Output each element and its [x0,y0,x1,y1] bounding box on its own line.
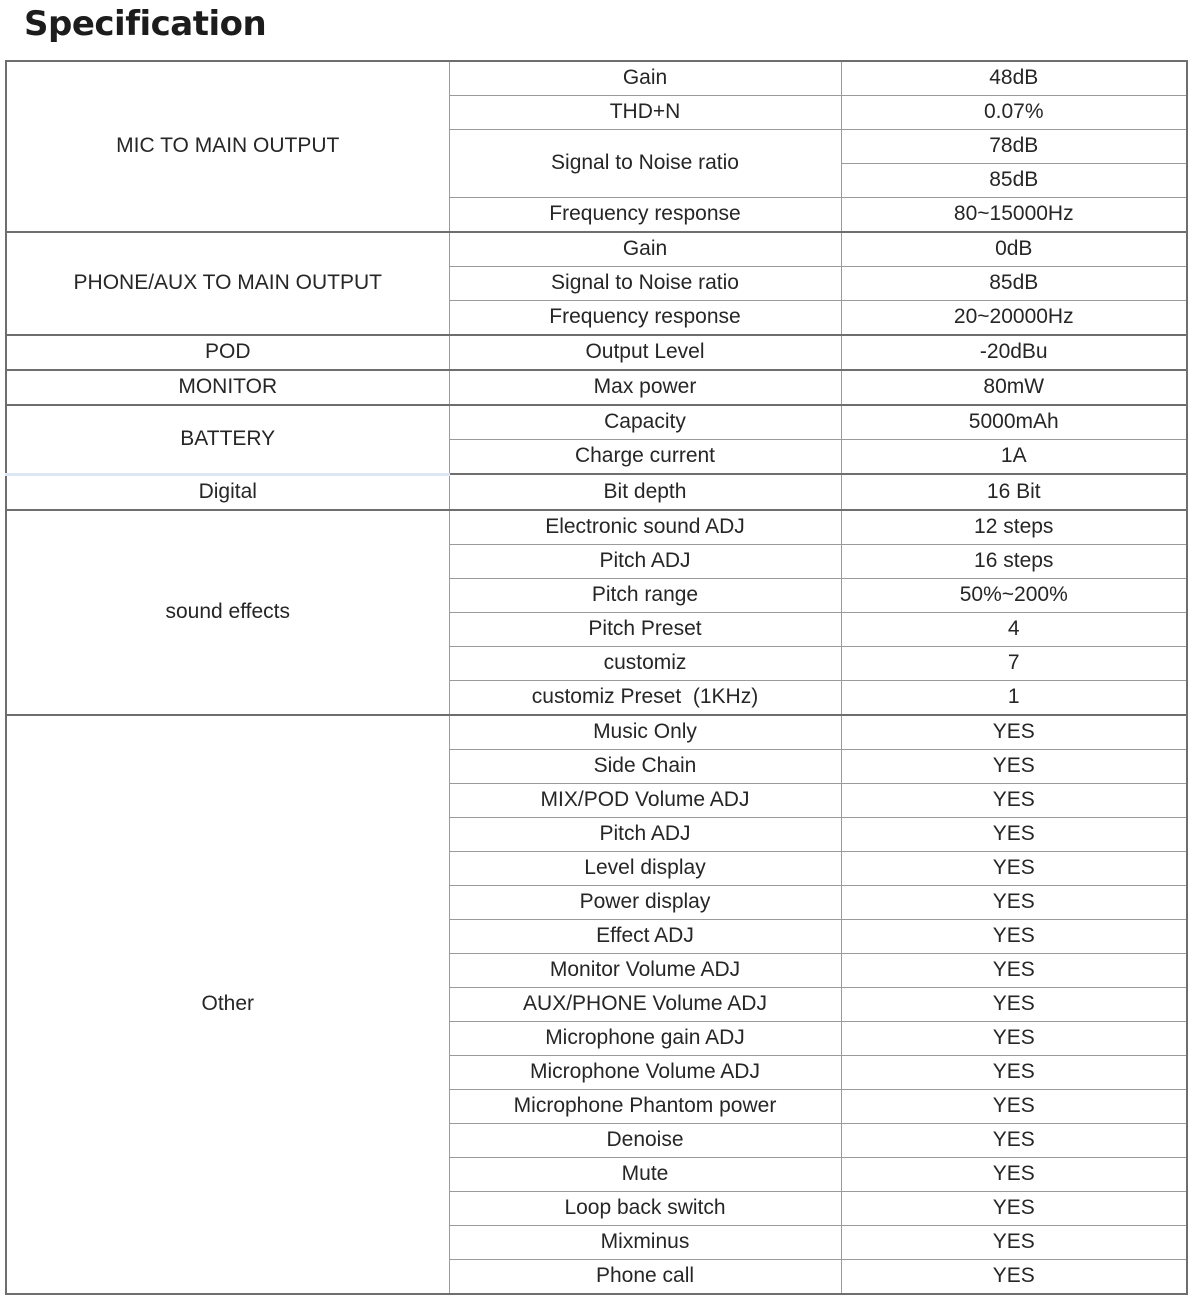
parameter-cell: Gain [449,232,841,267]
parameter-cell: Mixminus [449,1225,841,1259]
value-cell: YES [841,817,1187,851]
parameter-cell: Frequency response [449,301,841,336]
value-cell: 4 [841,612,1187,646]
value-cell: 20~20000Hz [841,301,1187,336]
parameter-cell: Capacity [449,405,841,440]
specification-table-body [6,61,1187,1294]
parameter-cell: Effect ADJ [449,919,841,953]
value-cell: YES [841,1123,1187,1157]
parameter-cell: Mute [449,1157,841,1191]
parameter-cell: Side Chain [449,749,841,783]
parameter-cell: Signal to Noise ratio [449,130,841,198]
value-cell: YES [841,783,1187,817]
parameter-cell: Power display [449,885,841,919]
value-cell: 12 steps [841,510,1187,545]
value-cell: YES [841,851,1187,885]
value-cell: YES [841,953,1187,987]
parameter-cell: Microphone gain ADJ [449,1021,841,1055]
category-cell: Digital [6,474,449,510]
value-cell: 78dB [841,130,1187,164]
value-cell: 85dB [841,267,1187,301]
value-cell: 16 Bit [841,474,1187,510]
table-row [6,474,1187,510]
value-cell: YES [841,987,1187,1021]
value-cell: 5000mAh [841,405,1187,440]
value-cell: YES [841,715,1187,750]
value-cell: YES [841,1225,1187,1259]
parameter-cell: MIX/POD Volume ADJ [449,783,841,817]
value-cell: 1 [841,680,1187,715]
table-row [6,335,1187,370]
table-row [6,510,1187,545]
parameter-cell: Output Level [449,335,841,370]
category-cell: BATTERY [6,405,449,474]
parameter-cell: Electronic sound ADJ [449,510,841,545]
parameter-cell: Music Only [449,715,841,750]
parameter-cell: Charge current [449,440,841,475]
value-cell: 48dB [841,61,1187,96]
category-cell: MIC TO MAIN OUTPUT [6,61,449,232]
parameter-cell: Level display [449,851,841,885]
table-row [6,61,1187,96]
parameter-cell: Microphone Phantom power [449,1089,841,1123]
value-cell: 50%~200% [841,578,1187,612]
value-cell: 80mW [841,370,1187,405]
parameter-cell: THD+N [449,96,841,130]
table-row [6,405,1187,440]
value-cell: YES [841,1089,1187,1123]
parameter-cell: Pitch ADJ [449,817,841,851]
value-cell: YES [841,1055,1187,1089]
value-cell: YES [841,1021,1187,1055]
parameter-cell: Loop back switch [449,1191,841,1225]
parameter-cell: Pitch ADJ [449,544,841,578]
value-cell: 7 [841,646,1187,680]
value-cell: 1A [841,440,1187,475]
table-row [6,715,1187,750]
value-cell: 0.07% [841,96,1187,130]
parameter-cell: customiz [449,646,841,680]
value-cell: 0dB [841,232,1187,267]
parameter-cell: Phone call [449,1259,841,1294]
parameter-cell: Monitor Volume ADJ [449,953,841,987]
parameter-cell: Pitch range [449,578,841,612]
parameter-cell: Frequency response [449,198,841,233]
value-cell: YES [841,1259,1187,1294]
parameter-cell: Signal to Noise ratio [449,267,841,301]
parameter-cell: Denoise [449,1123,841,1157]
parameter-cell: Max power [449,370,841,405]
value-cell: 85dB [841,164,1187,198]
table-row [6,232,1187,267]
parameter-cell: customiz Preset (1KHz) [449,680,841,715]
specification-table-container [5,60,1188,1295]
parameter-cell: Pitch Preset [449,612,841,646]
value-cell: YES [841,1191,1187,1225]
category-cell: Other [6,715,449,1294]
parameter-cell: Microphone Volume ADJ [449,1055,841,1089]
value-cell: YES [841,749,1187,783]
page-title: Specification [24,4,267,44]
value-cell: YES [841,885,1187,919]
parameter-cell: Gain [449,61,841,96]
value-cell: 16 steps [841,544,1187,578]
parameter-cell: AUX/PHONE Volume ADJ [449,987,841,1021]
value-cell: YES [841,919,1187,953]
specification-table [5,60,1188,1295]
category-cell: sound effects [6,510,449,715]
value-cell: -20dBu [841,335,1187,370]
category-cell: MONITOR [6,370,449,405]
parameter-cell: Bit depth [449,474,841,510]
category-cell: POD [6,335,449,370]
category-cell: PHONE/AUX TO MAIN OUTPUT [6,232,449,335]
table-row [6,370,1187,405]
value-cell: YES [841,1157,1187,1191]
value-cell: 80~15000Hz [841,198,1187,233]
